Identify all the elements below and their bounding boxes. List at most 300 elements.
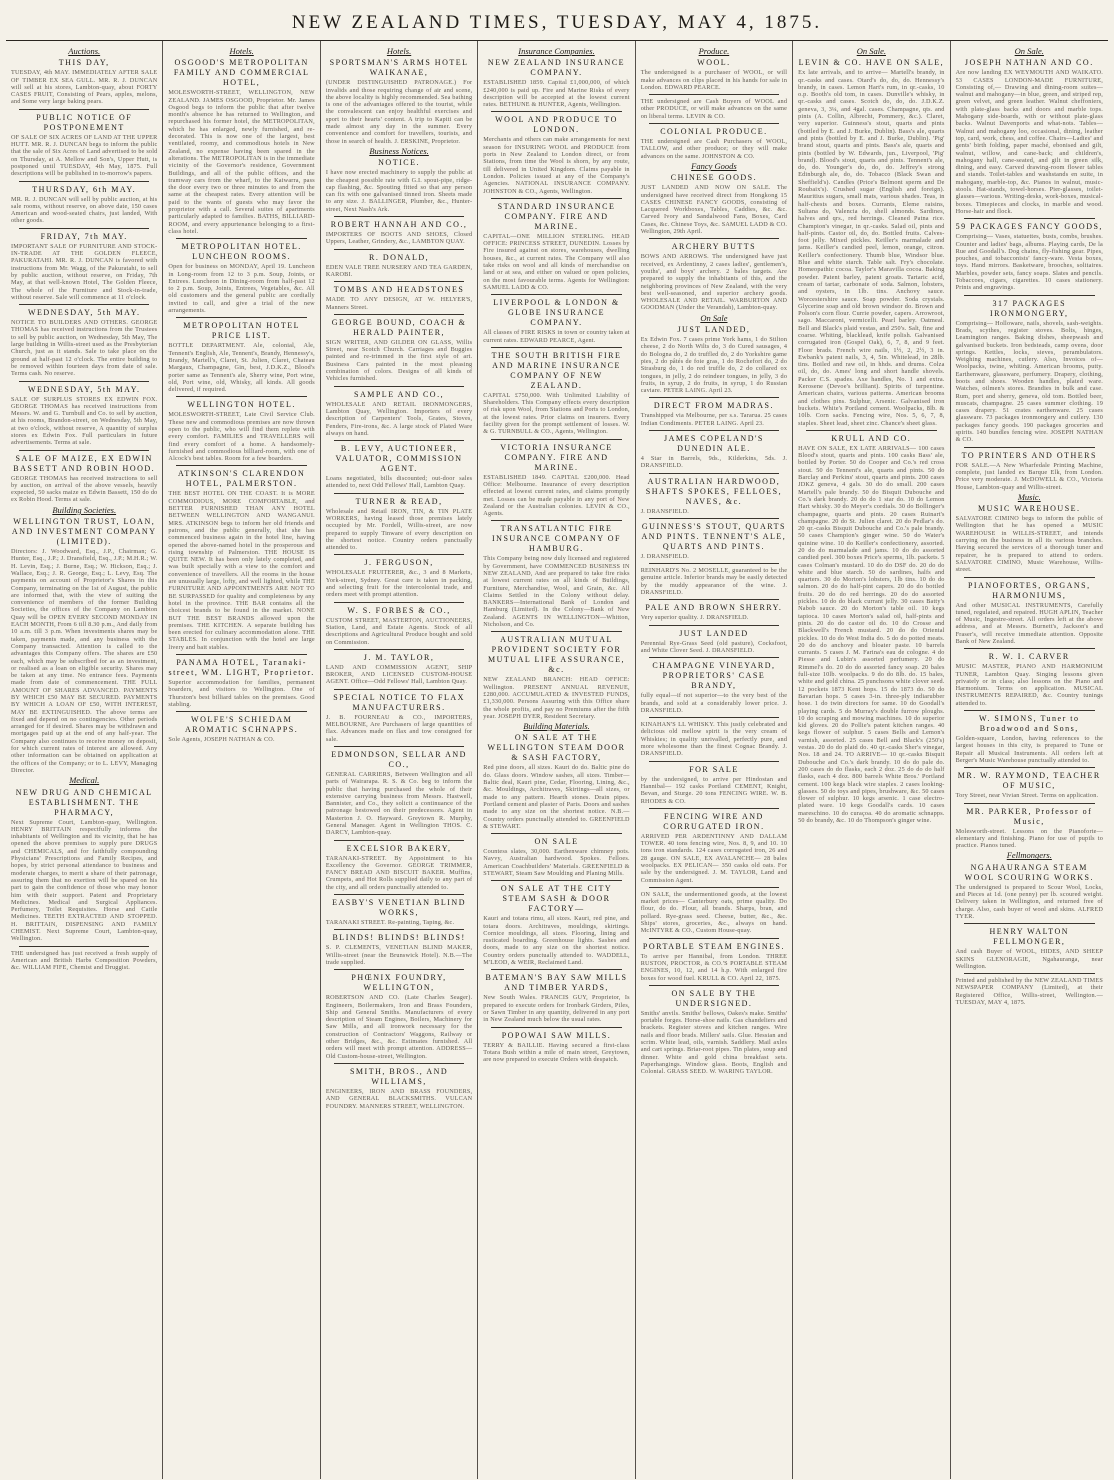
advertisement: [483, 837, 629, 877]
ad-body: BOTTLE DEPARTMENT. Ale, colonial, Ale, Tennent's English, Ale, Tennent's, Brandy, Hennessy's, Brandy, Martell's, Claret, St. Julien, Claret, Chateau Margaux, Champagne, Gin, best, J.D.K.Z., Blood's porter same as Tennent's ale, Sherry wine, Port wine, old, Port wine, old, Whisky, all kinds. All goods delivered, if required.: [168, 342, 315, 394]
ad-body: TARANAKI STREET. Re-painting, Taping, &c.: [325, 919, 455, 927]
advertisement: [956, 863, 1103, 920]
ad-body: This Company being now duly licensed and registered by Government, have COMMENCED BUSINESS IN NEW ZEALAND, And are prepared to take fire risks at lowest current rates on all kinds of Buildings, Furniture, Merchandise, Wool, and Grain, &c. All Claims Settled in the Colony without delay. BANKERS—International Bank of London and Hamburg (Limited). In the Colony—Bank of New Zealand. AGENTS IN WELLINGTON—Whitton, Nicholson, and Co.: [483, 555, 630, 629]
section-heading: Fancy Goods: [691, 160, 737, 171]
ad-headline: WOLFE'S SCHIEDAM AROMATIC SCHNAPPS.: [185, 715, 299, 735]
advertisement: [326, 158, 472, 213]
ad-divider: [334, 1063, 464, 1064]
ad-body: J. B. FOURNEAU & CO., IMPORTERS, MELBOURNE, Are Purchasers of large quantities of flax. Advances made on flax and tow consigned for sale.: [325, 713, 473, 743]
ad-divider: [19, 181, 149, 182]
ad-headline: PHŒNIX FOUNDRY, WELLINGTON,: [351, 973, 447, 993]
ad-headline: NEW DRUG AND CHEMICAL ESTABLISHMENT. THE PHARMACY,: [15, 787, 153, 817]
ad-body: BOWS AND ARROWS. The undersigned have just received, ex Ardentinny, 2 cases ladies', gentlemen's, youths', and boys' archery. 2 bales targets. Are prepared to supply the inhabitants of this, and the neighboring provinces of New Zealand, with the very best well-seasoned, and superior archery goods. WHOLESALE AND RETAIL. WARBURTON AND GOODMAN (Under the Verandah), Lambton-quay.: [640, 253, 788, 312]
advertisement: [641, 401, 787, 427]
advertisement: [326, 973, 472, 1060]
ad-divider: [491, 198, 621, 199]
advertisement: [483, 973, 629, 1023]
advertisement: [956, 652, 1103, 707]
section-heading: On Sale: [700, 312, 728, 323]
ad-headline: B. LEVY, AUCTIONEER, VALUATOR, COMMISSION AGENT.: [335, 444, 463, 474]
advertisement: [483, 298, 629, 344]
ad-headline: COLONIAL PRODUCE.: [660, 127, 768, 137]
ad-body: I have now erected machinery to supply the public at the cheapest possible rate with G.I. spout-pipe, ridge-cap flashing, &c. Spouting fitted so that any person can fix with one galvanised tinned iron. Sheets made to any size. J. BALLINGER, Plumber, &c., Hunter-street, Next Nash's Ark.: [325, 169, 473, 213]
advertisement: [11, 185, 157, 225]
ad-headline: PUBLIC NOTICE OF POSTPONEMENT: [36, 112, 133, 132]
ad-body: The undersigned is prepared to Scour Wool, Locks, and Pieces at 1d. (one penny) per lb. scoured weight. Delivery taken in Wellington, and returned free of charge. Also, cash buyer of wool and skins. ALFRED TYER.: [955, 883, 1103, 920]
ad-body: (UNDER DISTINGUISHED PATRONAGE.) For invalids and those requiring change of air and scene, the above locality is highly recommended. Sea bathing is one of the advantages offered to the tourist, while the convalescent can enjoy healthful exercises and sport to their hearts' content. A trip to Kapiti can be made almost any day in the summer. Every convenience and comfort for travellers, tourists, and those in search of health. J. ERSKINE, Proprietor.: [325, 79, 473, 145]
ad-divider: [176, 238, 306, 239]
column-5: [636, 41, 793, 1479]
ad-headline: OSGOOD'S METROPOLITAN FAMILY AND COMMERCIAL HOTEL,: [173, 58, 310, 88]
ad-divider: [19, 109, 149, 110]
ad-divider: [649, 887, 779, 888]
ad-divider: [649, 985, 779, 986]
advertisement: [641, 127, 787, 160]
ad-divider: [964, 577, 1095, 578]
ad-divider: [491, 631, 621, 632]
section-heading: Building Materials.: [523, 721, 590, 732]
ad-headline: JOSEPH NATHAN AND CO.: [964, 58, 1094, 68]
ad-body: All classes of FIRE RISKS in town or country taken at current rates. EDWARD PEARCE, Agent.: [483, 329, 630, 344]
ad-body: NEW ZEALAND BRANCH: HEAD OFFICE: Wellington. PRESENT ANNUAL REVENUE, £280,000. ACCUMULATED & INVESTED FUNDS, £1,330,000. Persons Assuring with this Office share the whole profits, and pay no Premiums after the fifth year. JOSEPH DYER, Resident Secretary.: [483, 676, 630, 720]
section-heading: Insurance Companies.: [518, 46, 595, 56]
section-heading: Business Notices.: [369, 145, 429, 156]
ad-headline: WELLINGTON HOTEL.: [187, 400, 296, 410]
masthead: [6, 0, 1108, 41]
ad-headline: AUSTRALIAN MUTUAL PROVIDENT SOCIETY FOR MUTUAL LIFE ASSURANCE, &c.: [488, 635, 625, 675]
advertisement: [798, 58, 944, 427]
ad-body: ESTABLISHED 1849. CAPITAL £200,000. Head Office: Melbourne. Insurance of every description effected at lowest current rates, and claims promptly met. Losses can be made payable in any port of New Zealand or the Australian colonies. LEVIN & CO., Agents.: [483, 473, 630, 518]
advertisement: [483, 884, 629, 966]
advertisement: [326, 253, 472, 279]
column-7: [951, 41, 1108, 1479]
advertisement: [326, 318, 472, 383]
ad-headline: LIVERPOOL & LONDON & GLOBE INSURANCE COMPANY.: [493, 298, 620, 328]
ad-divider: [491, 880, 621, 881]
advertisement: [483, 524, 629, 628]
advertisement: [326, 558, 472, 598]
advertisement: [641, 434, 787, 470]
advertisement: [483, 1031, 629, 1064]
advertisement: [11, 113, 157, 178]
ad-headline: W. SIMONS, Tuner to Broadwood and Sons,: [979, 714, 1080, 734]
advertisement: [483, 58, 629, 108]
ad-body: fully equal—if not superior—to the very best of the brands, and sold at a considerably lower price. J. DRANSFIELD.: [640, 692, 788, 714]
ad-divider: [964, 803, 1095, 804]
section-heading: Fellmongers.: [1006, 850, 1052, 861]
advertisement: [168, 242, 314, 314]
advertisement: [956, 581, 1103, 646]
ad-headline: NOTICE.: [378, 158, 420, 168]
ad-body: JUST LANDED AND NOW ON SALE. The undersigned have received direct from Hongkong 15 CASES CHINESE FANCY GOODS, consisting of Lacquered Workboxes, Tables, Caddies, &c. &c. Carved Ivory and Sandalwood Fans, Boxes, Card Cases, &c. Chinese Toys, &c. SAMUEL LADD & CO. Wellington, 29th April.: [640, 184, 788, 236]
ad-headline: PORTABLE STEAM ENGINES.: [642, 941, 785, 951]
ad-body: SALE OF SURPLUS STORES EX EDWIN FOX. GEORGE THOMAS has received instructions from Messrs. W. and G. Turnbull and Co. to sell by auction, at his rooms, Brandon-street, on Wednesday, 5th May, at two o'clock, without reserve, A quantity of surplus stores ex Edwin Fox. Full particulars in future advertisements. Terms at sale.: [11, 395, 158, 447]
ad-divider: [649, 238, 779, 239]
ad-headline: STANDARD INSURANCE COMPANY. FIRE AND MARINE.: [497, 201, 616, 231]
ad-divider: [649, 473, 779, 474]
section-heading: Medical.: [69, 775, 100, 786]
ad-body: Loans negotiated, bills discounted; out-door sales attended to, next Odd Fellows' Hall, Lambton Quay.: [325, 475, 473, 490]
ad-body: CAPITAL—ONE MILLION STERLING. HEAD OFFICE: PRINCESS STREET, DUNEDIN. Losses by Fire insured against on stores, warehouses, dwelling houses, &c., at current rates. The Company will also take risks on wool and all kinds of merchandise on land or at sea, and either on valued or open policies, on the most favourable terms. Agents for Wellington: SAMUEL LADD & CO.: [483, 232, 630, 291]
ad-body: Sole Agents, JOSEPH NATHAN & CO.: [168, 736, 275, 744]
advertisement: [641, 661, 787, 714]
advertisement: [641, 58, 787, 91]
ad-headline: ARCHERY BUTTS: [671, 242, 757, 252]
ad-headline: WEDNESDAY, 5th MAY.: [27, 384, 141, 394]
ad-body: CUSTOM STREET, MASTERTON, AUCTIONEERS, Station, Land, and Estate Agents. Stock of all descriptions and Agricultural Produce bought and sold on Commission.: [325, 616, 473, 646]
ad-divider: [334, 840, 464, 841]
advertisement: [956, 222, 1103, 291]
ad-divider: [19, 381, 149, 382]
ad-divider: [964, 923, 1095, 924]
ad-divider: [19, 304, 149, 305]
ad-body: MOLESWORTH-STREET, Late Civil Service Club. These new and commodious premises are now thrown open to the public, who will find them replete with every comfort. FAMILIES and TRAVELLERS will find every comfort of a home. A handsomely-furnished and commodious billiard-room, with one of Alcock's best tables. Room for a few boarders.: [168, 411, 315, 463]
advertisement: [483, 635, 629, 720]
advertisement: [798, 434, 944, 824]
advertisement: [326, 844, 472, 891]
advertisement: [641, 891, 787, 935]
ad-body: Wholesale and Retail IRON, TIN, & TIN PLATE WORKERS, having leased those premises lately occupied by Mr. Fordell, Willis-street, are now prepared to supply Tinware of every description on the shortest notice. Country orders punctually attended to.: [325, 507, 473, 552]
ad-body: ENGINEERS, IRON AND BRASS FOUNDERS, AND GENERAL BLACKSMITHS. VULCAN FOUNDRY. MANNERS STREET, WELLINGTON.: [325, 1087, 473, 1110]
advertisement: [956, 807, 1103, 850]
ad-body: S. P. CLEMENTS, VENETIAN BLIND MAKER, Willis-street (near the Brunswick Hotel). N.B.—The trade supplied.: [325, 944, 473, 966]
ad-body: Ex late arrivals, and to arrive— Martell's brandy, in qr.-casks and cases. Otard's do, do, do. Hennessy's brandy, in cases. Lemon Hart's rum, in qr.-casks, 10 o.p. Booth's old tom, in cases. Dunville's whisky, in qr.-casks and cases. Scotch do, do, do. J.D.K.Z. geneva, 3, 3¼, and 4gal. cases. Champagne, qts. and pints (A. Collin, Albrecht, Pommery, &c.). Claret, very superior. Guinness's stout, quarts and pints (bottled by E. and J. Burke, Dublin). Bass's ale, quarts and pints (bottled by E. and J. Burke, Dublin). 'Pig' brand stout, quarts and pints. Bass's ale, quarts and pints (bottled by W. Edwards, jun., Liverpool, 'Pig' brand). Blood's stout, quarts and pints. Tennent's ale, do, do. Younger's do, do, do. Jeffrey's strong Edinburgh ale, do, do. Tobacco (Black Swan and Sheffield's). Candles (Price's Belmont sperm and De Roubaix's). Crushed sugar (English and foreign). Mauritius sugars, small mats, various shades. Teas, in half-chests and boxes. Currants, Eleme raisins, Sultana do, Valencia do, shell almonds. Sardines, halves and qrs., red herrings. Cleaned Patna rice. Champion's vinegar, in qr.-casks. Salad oil, pints and half-pints. Castor oil, do, do. Bottled fruits. Calves-foot jelly. Mixed pickles. Keiller's marmalade and jams. Keiller's candied peel, lemon, orange, citron. Keiller's confectionery. Thumb blue, Windsor blue. Blue and white starch. Table salt. Fry's chocolate. Homeopathic cocoa. Taylor's Maravilla cocoa. Baking powder. Patent barley, patent groats. Tartaric acid, cream of tartar, carbonate of soda. Salmon, lobsters, and oysters, in 1lb. tins. Anchovy sauce. Worcestershire sauce. Soap powder. Soda crystals. Glycerine soap and old brown windsor do. Brown and Polson's corn flour. Currie powder, capers. Arrowroot, sago. Maccaroni, vermicelli. Pearl barley. Oatmeal. Bell and Black's plaid vestas, and 250's. Salt, fine and coarse. Whiting, blacklead, knife polish. Galvanised corrugated iron (Gospel Oak), 6, 7, 8, and 9 feet. Floor brads. French wire nails, 1½, 2, 2½, 3 in. Ewbank's patent nails, 3, 4, 5in. Whitelead, in 28lb. tins. Boiled and raw oil, in hhds. and drums. Colza oil, do, do. Ames' long and short handle shovels. Packer C.S. spades. Axe handles, No. 1 and extra. Kerosene (Devoe's brilliant). Spirits of turpentine. American chairs, various patterns. American brooms and clothes pins. Sulphur, Arsenic. Galvanised iron buckets. White's Portland cement. Woolpacks, 8lb. & 10lb. Corn sacks. Fencing wire, Nos. 5, 6, 7, 8, staples. Sheet lead, sheet zinc. Chance's sheet glass.: [798, 69, 945, 427]
ad-divider: [649, 563, 779, 564]
section-heading: Hotels.: [386, 46, 412, 56]
ad-headline: MR. W. RAYMOND, TEACHER OF MUSIC,: [957, 771, 1101, 791]
ad-divider: [334, 216, 464, 217]
section-heading: Building Societies.: [52, 504, 117, 515]
columns: [6, 41, 1108, 1479]
advertisement: [11, 385, 157, 447]
ad-divider: [334, 281, 464, 282]
ad-body: TERRY & BAILLIE. Having secured a first-class Totara Bush within a mile of main street, Greytown, are now prepared to execute Orders with despatch.: [483, 1041, 630, 1064]
ad-body: ESTABLISHED 1859. Capital £1,000,000, of which £240,000 is paid up. Fire and Marine Risks of every description will be accepted at the lowest current rates. BETHUNE & HUNTER, Agents, Wellington.: [483, 79, 630, 109]
advertisement: [641, 629, 787, 655]
advertisement: [11, 232, 157, 301]
advertisement: [641, 242, 787, 311]
ad-headline: WOOL AND PRODUCE TO LONDON.: [495, 115, 618, 135]
ad-headline: JUST LANDED: [679, 628, 749, 638]
advertisement: [641, 765, 787, 805]
ad-body: THE BEST HOTEL ON THE COAST. It is MORE COMMODIOUS, MORE COMFORTABLE, and BETTER FURNISHED THAN ANY HOTEL BETWEEN WELLINGTON AND WANGANUI. MRS. ATKINSON begs to inform her old friends and patrons, and the public generally, that she has commenced business again in the hotel line, having opened the above-named hotel in the prosperous and rising township of Palmerston. THE HOUSE IS QUITE NEW. It has been only lately completed, and was built specially with a view to the comfort and convenience of travellers. All the rooms in the house are unusually large, lofty, and well lighted, while THE FURNITURE AND APPOINTMENTS ARE NOT TO BE SURPASSED for quality and completeness by any hotel in the province. THE BAR contains all the choicest brands to be found in the market. NONE BUT THE BEST BRANDS allowed upon the premises. THE KITCHEN. A separate building has been erected for culinary accommodation alone. THE STABLES. In conjunction with the hotel are large livery and bait stables.: [168, 490, 315, 651]
ad-headline: ON SALE AT THE WELLINGTON STEAM DOOR & SASH FACTORY,: [487, 733, 626, 763]
advertisement: [326, 606, 472, 646]
ad-headline: 59 PACKAGES FANCY GOODS,: [955, 222, 1103, 232]
ad-headline: METROPOLITAN HOTEL. LUNCHEON ROOMS.: [181, 242, 302, 262]
ad-headline: ON SALE: [534, 837, 579, 847]
advertisement: [11, 58, 157, 105]
ad-divider: [491, 1027, 621, 1028]
ad-divider: [334, 554, 464, 555]
ad-divider: [176, 317, 306, 318]
advertisement: [956, 58, 1103, 215]
ad-divider: [334, 894, 464, 895]
ad-body: Ex Edwin Fox. 7 cases prime York hams, 1 do Stilton cheese, 2 do North Wilts do, 3 do Cured sausages, 4 do Bologna do, 2 do truffled do, 2 do Yorkshire game pies, 2 do pâtés de foie gras, 1 do Rochefort do, 2 do Strasburg do, 1 do red truffle do, 2 do collared ox tongues, in jelly, 2 do reindeer tongues, in jelly, 3 do fruits, in syrup, 2 do fruits, in syrup, 1 do Russian caviare. PETER LAING. April 23.: [640, 336, 788, 395]
ad-headline: ROBERT HANNAH AND CO.,: [330, 220, 468, 230]
advertisement: [641, 477, 787, 515]
ad-headline: GEORGE BOUND, COACH & HERALD PAINTER,: [331, 317, 467, 337]
ad-body: ARRIVED PER ARDENTINNY AND DALLAM TOWER. 40 tons fencing wire, Nos. 8, 9, and 10. 10 tons iron standards. 124 cases corrugated iron, 26 and 28 gauge. ON SALE, EX AVALANCHE— 28 bales woolpacks. EX PELICAN— 350 casks old oats. For sale by the undersigned. J. M. TAYLOR, Land and Commission Agent.: [640, 832, 788, 884]
advertisement: [956, 299, 1103, 444]
ad-headline: TURNER & READ,: [355, 496, 443, 506]
ad-headline: HENRY WALTON FELLMONGER,: [989, 927, 1070, 947]
ad-body: Kauri and totara rimu, all sizes. Kauri, red pine, and totara doors. Architraves, mouldings, skirtings. Cornice mouldings, all sizes. Flooring, lining and rusticated boarding. Greenhouse lights. Sashes and doors, made to any size on the shortest notice. Country orders punctually attended to. WADDELL, M'LEOD, & WEIR, Reclaimed Land.: [483, 915, 630, 967]
column-2: [163, 41, 320, 1479]
ad-headline: EXCELSIOR BAKERY,: [346, 843, 452, 853]
ad-headline: JAMES COPELAND'S DUNEDIN ALE.: [663, 433, 764, 453]
ad-body: 4 Star in Barrels, 9ds., Kilderkins, 5ds. J. DRANSFIELD.: [640, 454, 788, 470]
ad-headline: R. W. I. CARVER: [988, 652, 1070, 662]
ad-body: KINAHAN'S LL WHISKY. This justly celebrated and delicious old mellow spirit is the very cream of Whiskies; in quality unrivalled, perfectly pure, and more wholesome than the finest Cognac Brandy. J. DRANSFIELD.: [640, 721, 788, 758]
advertisement: [11, 788, 157, 943]
ad-divider: [491, 520, 621, 521]
ad-headline: EASBY'S VENETIAN BLIND WORKS,: [332, 898, 466, 918]
ad-body: Printed and published by the NEW ZEALAND TIMES NEWSPAPER COMPANY (Limited), at their Registered Office, Willis-street, Wellington.—TUESDAY, MAY 4, 1875.: [955, 977, 1103, 1007]
ad-headline: W. S. FORBES & CO.,: [347, 605, 451, 615]
ad-headline: TO PRINTERS AND OTHERS: [961, 450, 1097, 460]
ad-divider: [649, 123, 779, 124]
advertisement: [956, 927, 1103, 970]
ad-body: TUESDAY, 4th MAY. IMMEDIATELY AFTER SALE OF TIMBER EX SEA GULL. MR. R. J. DUNCAN will sell at his stores, Lambton-quay, about FORTY CASES FRUIT, Consisting of Pears, apples, melons, and Some very large baking pears.: [11, 69, 158, 106]
advertisement: [11, 517, 157, 774]
advertisement: [326, 1067, 472, 1110]
advertisement: [168, 469, 314, 651]
ad-body: Directors: J. Woodward, Esq., J.P., Chairman; G. Hunter, Esq., J.P.; J. Dransfield, Esq., J.P.; M.H.R.; W. H. Levin, Esq.; J. Burne, Esq.; W. Hickson, Esq.; J. Wallace, Esq.; J. R. George, Esq.; L. Levy, Esq. The payments on account of Proprietor's Shares in this Company, terminating on the 1st of August, the public are informed that, with the view of suiting the convenience of members of the former Building Societies, the offices of the Company on Lambton Quay will be OPEN EVERY SECOND MONDAY IN EACH MONTH, From 6 till 8.30 p.m., And daily from 10 a.m. till 3 p.m. When investments shares may be taken, payments made, and any business with the Company transacted. Attention is called to the advantages this Company offers. The shares are £50 each, which may be subscribed for as an investment, or realised as a loan on eligible security. Shares may be taken at any time. No entrance fees. Payments made from date of commencement. THE FULL AMOUNT OF SHARES ADVANCED. PAYMENTS BY WHICH £50 MAY BE SECURED. PAYMENTS BY WHICH A LOAN OF £50, WITH INTEREST, MAY BE EXTINGUISHED. The above terms are fixed and depend on no contingencies. Other periods arranged for if desired. Shares may be withdrawn and mortgages paid up at the end of any half-year. The Company also continues to receive money on deposit, for which current rates of interest are allowed. Any other information can be obtained on application at the offices of the Company; or to L. LEVY, Managing Director.: [11, 548, 158, 774]
ad-body: MADE TO ANY DESIGN, AT W. HELYER'S, Manners Street.: [325, 296, 473, 311]
ad-body: LAND AND COMMISSION AGENT, SHIP BROKER, AND LICENSED CUSTOM-HOUSE AGENT. Office—Odd Fellows' Hall, Lambton Quay.: [325, 663, 473, 686]
ad-headline: SALE OF MAIZE, EX EDWIN BASSETT AND ROBIN HOOD.: [13, 453, 156, 473]
ad-divider: [491, 111, 621, 112]
column-6: [793, 41, 950, 1479]
ad-headline: J. M. TAYLOR,: [363, 652, 435, 662]
advertisement: [956, 504, 1103, 573]
ad-headline: DIRECT FROM MADRAS.: [653, 401, 774, 411]
ad-headline: WELLINGTON TRUST, LOAN, AND INVESTMENT COMPANY (LIMITED).: [11, 517, 157, 547]
ad-divider: [649, 625, 779, 626]
ad-divider: [649, 761, 779, 762]
ad-body: New South Wales. FRANCIS GUY, Proprietor, Is prepared to execute orders for Ironbark Girders, Piles, or Sawn Timber in any quantity, delivered in any port in New Zealand much below the usual rates.: [483, 994, 630, 1024]
ad-divider: [649, 808, 779, 809]
advertisement: [641, 98, 787, 120]
ad-divider: [491, 347, 621, 348]
ad-headline: EDMONDSON, SELLAR AND CO.,: [331, 749, 467, 769]
advertisement: [168, 321, 314, 393]
ad-divider: [964, 767, 1095, 768]
section-heading: Music.: [1017, 491, 1041, 502]
ad-body: Very superior quality. J. DRANSFIELD.: [640, 614, 749, 622]
ad-headline: VICTORIA INSURANCE COMPANY. FIRE AND MARINE.: [500, 442, 613, 472]
ad-divider: [334, 440, 464, 441]
ad-body: Transhipped via Melbourne, per s.s. Tararua. 25 cases Indian Condiments. PETER LAING. April 23.: [640, 412, 788, 427]
ad-body: MR. R. J. DUNCAN will sell by public auction, at his sale rooms, without reserve, on above date, 150 cases American and wood-seated chairs, just landed, With other goods.: [11, 195, 158, 225]
ad-divider: [964, 218, 1095, 219]
ad-divider: [334, 969, 464, 970]
ad-divider: [334, 602, 464, 603]
ad-body: REINHARD'S No. 2 MOSELLE, guaranteed to be the genuine article. Inferior brands may be easily detected by the muddy appearance of the wine. J. DRANSFIELD.: [640, 567, 788, 597]
ad-divider: [19, 946, 149, 947]
advertisement: [641, 942, 787, 982]
ad-headline: FENCING WIRE AND CORRUGATED IRON.: [663, 811, 765, 831]
ad-body: OF SALE OF SIX ACRES OF LAND AT THE UPPER HUTT. MR. R. J. DUNCAN begs to inform the public that the sale of Six Acres of Land advertised to be sold on Thursday, at A. Mellow and Son's, Upper Hutt, is postponed until TUESDAY, 4th May, 1875. Full descriptions will be published in to-morrow's papers.: [11, 133, 158, 178]
ad-headline: SMITH, BROS., AND WILLIAMS,: [349, 1066, 449, 1086]
ad-headline: THURSDAY, 6th MAY.: [32, 184, 137, 194]
advertisement: [641, 603, 787, 621]
ad-headline: THIS DAY,: [58, 58, 110, 68]
ad-divider: [491, 294, 621, 295]
ad-body: Red pine doors, all sizes. Kauri do do. Baltic pine do do. Glass doors. Window sashes, all sizes. Timber—Baltic deal, Kauri pine, Cedar, Flooring, Lining, &c., &c. Mouldings, Architraves, Skirtings—all sizes, or made to any pattern. Hearth stones. Drain pipes. Portland cement and plaster of Paris. Doors and sashes made to any size on the shortest notice. N.B.—Country orders punctually attended to. GREENFIELD & STEWART.: [483, 764, 630, 830]
ad-headline: LEVIN & CO. HAVE ON SALE,: [798, 58, 945, 68]
advertisement: [326, 898, 472, 926]
ad-body: EDEN VALE TREE NURSERY AND TEA GARDEN, KAROBI.: [325, 263, 473, 278]
ad-divider: [649, 397, 779, 398]
ad-headline: PIANOFORTES, ORGANS, HARMONIUMS,: [967, 580, 1091, 600]
ad-headline: CHAMPAGNE VINEYARD, PROPRIETORS' CASE BRANDY,: [652, 661, 776, 691]
advertisement: [326, 497, 472, 552]
section-heading: Auctions.: [68, 46, 101, 56]
section-heading: Hotels.: [229, 46, 254, 56]
advertisement: [168, 400, 314, 462]
advertisement: [168, 715, 314, 743]
ad-headline: PANAMA HOTEL, Taranaki-street, WM. LIGHT, Proprietor.: [168, 658, 315, 677]
ad-body: To arrive per Hannibal, from London. THREE RUSTON, PROCTOR, & CO.'S PORTABLE STEAM ENGINES, 10, 12, and 14 h.p. With enlarged fire boxes for wood fuel. KRULL & CO. April 22, 1875.: [640, 952, 788, 982]
advertisement: [326, 444, 472, 490]
ad-divider: [19, 450, 149, 451]
ad-divider: [964, 973, 1095, 974]
ad-body: Molesworth-street. Lessons on the Pianoforte—elementary and finishing. Piano for use of pupils to practice. Pianos tuned.: [955, 827, 1103, 850]
ad-body: THE undersigned are Cash Buyers of WOOL and other PRODUCE, or will make advances on the same on liberal terms. LEVIN & CO.: [640, 98, 788, 120]
ad-body: Merchants and others can make arrangements for next season for INSURING WOOL and PRODUCE from ports in New Zealand to London direct, or from Stations, from time the Wool is shorn, by any route, till delivered in United Kingdom. Claims payable in London. Policies issued at any of the Company's Agencies. NATIONAL INSURANCE COMPANY. JOHNSTON & CO., Agents, Wellington.: [483, 136, 630, 195]
ad-divider: [649, 430, 779, 431]
ad-body: Open for business on MONDAY, April 19. Luncheon in Long-room from 12 to 3 p.m. Soup, Joints, or Entrees. Luncheon in Dining-room from half-past 12 to 2 p.m. Soup, Joints, Entrees, Vegetables, &c. All old customers and the general public are cordially invited to call, and give a trial of the new arrangements.: [168, 263, 315, 315]
ad-body: GENERAL CARRIERS, Between Wellington and all parts of Wairarapa. R. S. & Co. beg to inform the public that having purchased the whole of their extensive carrying business from Messrs. Hastwell, Bannister, and Co., they solicit a continuance of the patronage bestowed on their predecessors. Agent in Masterton J. O. Hayward. Greytown R. Murphy, General Manager. Agent in Wellington THOS. C. DARCY, Lambton-quay.: [325, 770, 473, 837]
advertisement: [641, 989, 787, 1076]
ad-headline: POPOWAI SAW MILLS.: [501, 1030, 612, 1040]
section-heading: On Sale.: [856, 46, 886, 56]
advertisement: [641, 173, 787, 235]
masthead-title: NEW ZEALAND TIMES, TUESDAY, MAY 4, 1875.: [291, 12, 823, 33]
ad-body: FOR SALE.—A New Wharfedale Printing Machine, complete, just landed ex Barque Elk, from London. Price very moderate. J. McDOWELL & CO., Victoria House, Lambton-quay and Willis-street.: [955, 461, 1103, 491]
ad-body: Countess slates, 30,000. Earthenware chimney pots. Navvy, Australian hardwood. Spokes. Felloes. American Coachbuilders' Materials. GREENFIELD & STEWART, Steam Saw Moulding and Planing Mills.: [483, 848, 630, 877]
ad-divider: [334, 249, 464, 250]
ad-headline: 317 PACKAGES IRONMONGERY,: [990, 298, 1069, 318]
ad-headline: FOR SALE: [689, 764, 739, 774]
column-4: [478, 41, 635, 1479]
advertisement: [483, 115, 629, 194]
advertisement: [11, 308, 157, 377]
ad-body: Superior accommodation for families, permanent boarders, and visitors to Wellington. One of Thurston's best billiard tables on the premises. Good stabling.: [168, 679, 315, 708]
advertisement: [483, 351, 629, 436]
ad-divider: [964, 710, 1095, 711]
ad-body: Next Supreme Court, Lambton-quay, Wellington. HENRY BRITTAIN respectfully informs the inhabitants of Wellington and its vicinity, that he has opened the above premises to supply pure DRUGS and CHEMICALS, and for faithfully compounding Physicians' Prescriptions and Family Recipes, and hopes, by strict personal attendance to business and moderate charges, to merit a share of their patronage, assuring them that no exertion will be spared on his part to gain the confidence of those who may honor him with their support. Patent and Proprietary Medicines. Medical and Surgical Appliances. Perfumery, Toilet Requisites. Horse and Cattle Medicines. TEETH EXTRACTED AND STOPPED. H. BRITTAIN, DISPENSING AND FAMILY CHEMIST. Next Supreme Court, Lambton-quay, Wellington.: [11, 818, 158, 943]
ad-body: NOTICE TO BUILDERS AND OTHERS. GEORGE THOMAS has received instructions from the Trustees to sell by public auction, on Wednesday, 5th May, The large building in Willis-street used as the Presbyterian Church, just as it stands. Sale to take place on the ground at half-past 12 o'clock. The entire building to be removed within fourteen days from date of sale. Terms cash. No reserve.: [11, 319, 158, 378]
ad-divider: [491, 439, 621, 440]
advertisement: [483, 202, 629, 291]
ad-body: Are now landing EX WEYMOUTH AND WAIKATO. 53 CASES LONDON-MADE FURNITURE, Consisting of,— Drawing and dining-room suites—walnut and mahogany—in blue, green, and striped rep, green velvet, and green leather. Walnut cheffoniers, with plate-glass backs and doors and marble tops. Mahogany side-boards, with or without plate-glass backs. Walnut Davenports and what-nots. Tables—Walnut and mahogany loo, occasional, dining, leather top, card, work, chess, and coffee. Chairs—Ladies' and gents' birth folding, paper maché, ebonised and gilt, walnut, willow, and cane-back; and children's, mahogany hall, cane-seated, and gilt in green silk, dining, and easy. Carved drawing-room flower tables and stands. Toilet-tables and washstands en suite, in mahogany, marble-top, &c. Pianos in walnut, music-stools. Hat-stands, towel-horses. Pier-glasses, toilet-glasses—various. Writing-desks, work-boxes, musical-boxes. Timepieces and clocks, in marble and wood. Horse-hair and flock.: [955, 69, 1103, 215]
advertisement: [483, 733, 629, 830]
ad-headline: J. FERGUSON,: [364, 558, 434, 568]
advertisement: [326, 220, 472, 246]
ad-headline: NGAHAURANGA STEAM WOOL SCOURING WORKS.: [964, 862, 1094, 882]
ad-body: J. DRANSFIELD.: [640, 552, 690, 560]
advertisement: [641, 812, 787, 884]
ad-divider: [964, 295, 1095, 296]
ad-body: MUSIC MASTER, PIANO AND HARMONIUM TUNER, Lambton Quay. Singing lessons given privately or in class; also lessons on the Piano and Harmonium. Terms on application. MUSICAL INSTRUMENTS REPAIRED, &c. Country tunings attended to.: [955, 663, 1103, 707]
ad-body: SALVATORE CIMINO begs to inform the public of Wellington that he has opened a MUSIC WAREHOUSE in WILLIS-STREET, and intends carrying on the business in all its various branches. Having secured the services of a thorough tuner and repairer, he is prepared to attend to orders. SALVATORE CIMINO, Music Warehouse, Willis-street.: [955, 515, 1103, 574]
ad-body: TARANAKI-STREET. By Appointment to his Excellency the Governor. GEORGE TRIMMER, FANCY BREAD AND BISCUIT BAKER. Muffins, Crumpets, and Hot Rolls supplied daily to any part of the city, and all orders punctually attended to.: [325, 854, 473, 891]
ad-body: IMPORTANT SALE OF FURNITURE AND STOCK-IN-TRADE AT THE GOLDEN FLEECE, PAKURATAHI. MR. R. J. DUNCAN is favored with instructions from Mr. Wagg, of the Pakuratahi, to sell by public auction, without reserve, on Friday, 7th May, at that well-known Hotel, The Golden Fleece, The whole of the Furniture and Stock-in-trade, without reserve. Sale will commence at 11 o'clock.: [11, 242, 158, 301]
ad-divider: [334, 493, 464, 494]
advertisement: [326, 285, 472, 311]
advertisement: [168, 58, 314, 235]
advertisement: [956, 977, 1103, 1006]
ad-body: Comprising— Holloware, nails, shovels, sash-weights. Brads, scythes, register stoves. Bolts, hinges, Leamington ranges. Baking dishes, sheepwash and galvanised buckets. Iron bedsteads, camp ovens, door springs. Kettles, locks, sieves, perambulators. Weighing machines, cutlery. Also, Invoices of— Woolpacks, twine, whiting. American brooms, putty. Earthenware, glassware, perfumery. Drapery, clothing, boots and shoes. Wooden handles, plated ware. Watches, oilmen's stores. Brandies in bulk and case. Rum, port and sherry, geneva, old tom. Bottled beer, muscats, champagne. 25 cases summer clothing. 19 cases drapery. 51 crates earthenware. 25 cases glassware. 73 packages ironmongery and cutlery. 130 packages fancy goods. 190 packages groceries and spirits. 140 bundles fencing wire. JOSEPH NATHAN & CO.: [955, 319, 1103, 444]
ad-body: And other MUSICAL INSTRUMENTS, Carefully tuned, regulated, and repaired. HUGH APLIN, Teacher of Music, Ingestre-street. All orders left at the above address, and at Messrs. Burnett's, Jackson's and Fraser's, will receive immediate attention. Opposite Bank of New Zealand.: [955, 601, 1103, 645]
ad-body: Tory Street, near Vivian Street. Terms on application.: [955, 792, 1099, 800]
advertisement: [168, 658, 314, 708]
ad-headline: ON SALE AT THE CITY STEAM SASH & DOOR FACTORY—: [500, 884, 613, 914]
section-heading: Produce.: [698, 46, 730, 56]
ad-body: WHOLESALE FRUITERER, &c., 3 and 8 Markets, York-street, Sydney. Great care is taken in packing, and selecting fruit for the intercolonial trade, and orders meet with prompt attention.: [325, 569, 473, 599]
ad-headline: R. DONALD,: [369, 252, 430, 262]
ad-body: CAPITAL £750,000. With Unlimited Liability of Shareholders. This Company effects every description of risk upon Wool, from Stations and Ports to London, at the lowest rates. Prior claims on insurers. Every facility given for the prompt settlement of losses. W. & G. TURNBULL & CO., Agents, Wellington.: [483, 391, 630, 436]
ad-body: by the undersigned, to arrive per Hindostan and Hannibal— 192 casks Portland CEMENT, Knight, Bevan, and Sturge. 20 tons FENCING WIRE. W. B. RHODES & CO.: [640, 775, 788, 805]
ad-divider: [334, 386, 464, 387]
ad-headline: GUINNESS'S STOUT, QUARTS AND PINTS. TENNENT'S ALE, QUARTS AND PINTS.: [641, 521, 787, 551]
ad-body: HAVE ON SALE, EX LATE ARRIVALS— 100 cases Blood's stout, quarts and pints. 100 casks Bass' ale, bottled by Porter. 50 do Cooper and Co.'s red cross stout. 50 do Tennent's ale, quarts and pints. 50 do Barclay and Perkins' stout, quarts and pints. 200 cases JDKZ geneva, 4 gals. 30 do do small. 200 cases Martell's pale brandy. 50 do Bisquit Dubouche and Co.'s dark brandy. 20 do do 1 star do. 10 do Lemon Hart whisky. 30 do Meyer's cordials. 30 do Bollinger's champagne, quarts and pints. 20 cases Ruinart's champagne. 20 do St. Julien claret. 20 do Pedlar's do. 20 qr.-casks Bisquit Dubouche and Co.'s pale brandy. 50 cases Champion's ginger wine. 50 do Water's quinine wine. 10 do Keiller's confectionery, assorted. 20 do do marmalade and jams. 10 do do assorted candied peel. 300 boxes Price's sperms, 1lb. packets. 5 cases Colman's mustard. 10 do do DSF do. 20 do do white and blue starch. 50 do sardines, halfs and quarters. 30 do Morton's lobsters, 1lb tins. 10 do do salmon. 20 do do half-pint capers. 20 do do bottled fruits. 20 do do red herrings. 20 do do assorted pickles. 10 do do black currant jelly. 30 cases Batty's Nabob sauce. 20 do Morton's table oil. 10 kegs tapioca. 10 cases Morton's salad oil, half-pints and pints. 20 do do castor oil do. 10 do Crosse and Blackwell's French mustard. 20 do do Oriental pickles. 10 do do West India do. 5 do do potted meats. 20 do do anchovy and bloater paste. 10 barrels currants. 5 cases J. M. Farina's eau de cologne. 4 do Piesse and Lubin's assorted perfumery. 20 do Rimmel's do. 20 do do assorted fancy soap. 20 bales full-size 10lb. woolpacks. 9 do do 8lb. do. 15 bales, white and gold china. 25 punchsons white clover seed. 12 pockets 1873 Kent hops. 15 do 1873 do. 50 do Bavarian hops. 5 cases 3-in. three-ply indiarubber hose. 1 do twin directors for same. 10 do Goodall's playing cards. 5 do Murray's double furrow ploughs. 10 do scraping and mowing machines. 10 do superior kid gloves. 20 do Pollie's patent kitchen ranges. 40 kegs flower of sulphur. 5 cases Bells and Lemon's varnish, assorted. 25 cases Bell and Black's (250's) vestas. 20 do do plaid do. 40 qr.-casks Sher's vinegar, Nos. 18 and 24. TO ARRIVE— 10 qr.-casks Bisquit Dubouche and Co.'s dark brandy. 10 do do pale do. 200 cases do do flasks, each 2 doz. 25 do do do half flasks, each 4 doz. 800 barrels White Bros.' Portland cement. 100 kegs black wire staples. 2 cases looking-glasses. 50 do toys and pipes, brushware, &c. 50 cases flower of sulphur. 10 kegs arsenic. 1 case electro-plated ware. 10 kegs Goodall's cards. 10 cases mareschino. 10 do curaçoa. 40 do aromatic schnapps. 50 do brandy, &c. 10 do Thompson's ginger wine.: [798, 444, 945, 824]
ad-body: Smiths' anvils. Smiths' bellows, Oakes's make. Smiths' portable forges. Horse-shoe nails. Gas chandeliers and brackets. Register stoves and kitchen ranges. Wire nails and floor brads. Millers' sails. Glue. Hessian and scrim. White lead, oils, varnish. Saddlery. Mail axles and cart springs. Briar-root pipes. Tin plates, soup and dinner. White and gold china breakfast sets. Paperhangings. Window glass. Boots, English and Colonial. GRASS SEED. W. WARING TAYLOR.: [640, 1009, 788, 1076]
ad-body: IMPORTERS OF BOOTS AND SHOES, Closed Uppers, Leather, Grindery, &c., LAMBTON QUAY.: [325, 231, 473, 246]
advertisement: [641, 567, 787, 596]
ad-headline: SPORTSMAN'S ARMS HOTEL WAIKANAE,: [329, 58, 469, 78]
ad-body: Golden-square, London, having references to the largest houses in this city, is prepared to Tune or Repair all Musical Instruments. All orders left at Berger's Music Warehouse punctually attended to.: [955, 735, 1103, 764]
section-heading: On Sale.: [1014, 46, 1044, 56]
advertisement: [11, 950, 157, 972]
ad-headline: SPECIAL NOTICE TO FLAX MANUFACTURERS.: [333, 692, 465, 712]
ad-divider: [649, 94, 779, 95]
ad-divider: [334, 929, 464, 930]
advertisement: [483, 443, 629, 518]
advertisement: [956, 451, 1103, 491]
ad-headline: THE SOUTH BRITISH FIRE AND MARINE INSURANCE COMPANY OF NEW ZEALAND.: [491, 350, 622, 390]
ad-divider: [19, 228, 149, 229]
ad-headline: WEDNESDAY, 5th MAY.: [27, 308, 141, 318]
column-1: [6, 41, 163, 1479]
ad-headline: AUSTRALIAN HARDWOOD, SHAFTS SPOKES, FELLOES, NAVES, &c.: [645, 476, 783, 506]
ad-headline: TOMBS AND HEADSTONES: [333, 285, 465, 295]
ad-body: ROBERTSON AND CO. (Late Charles Seager). Engineers, Boilermakers, Iron and Brass Founders, Ship and General Smiths. Manufacturers of every description of Steam Engines, Boilers, Machinery for Saw Mills, and all ironwork necessary for the construction of Contractors' Waggons, Railway or other Bridges, &c., &c. Estimates furnished. All orders will meet with prompt attention. ADDRESS—Old Custom-house-street, Wellington.: [325, 994, 473, 1060]
ad-headline: PALE AND BROWN SHERRY.: [645, 603, 783, 613]
ad-headline: NEW ZEALAND INSURANCE COMPANY.: [487, 58, 626, 78]
ad-body: The undersigned is a purchaser of WOOL, or will make advances on clips placed in his hands for sale in London. EDWARD PEARCE.: [640, 69, 788, 91]
advertisement: [11, 454, 157, 504]
ad-divider: [176, 465, 306, 466]
ad-divider: [649, 717, 779, 718]
advertisement: [641, 721, 787, 757]
ad-body: THE undersigned has just received a fresh supply of American and British Harbs Composition Powders, &c. WILLIAM FIFE, Chemist and Druggist.: [11, 949, 158, 972]
ad-divider: [491, 833, 621, 834]
ad-headline: WOOL.: [697, 58, 731, 68]
ad-headline: FRIDAY, 7th MAY.: [40, 231, 128, 241]
ad-divider: [176, 654, 306, 655]
ad-headline: ON SALE BY THE UNDERSIGNED.: [671, 988, 757, 1008]
ad-body: ON SALE, the undermentioned goods, at the lowest market prices— Canterbury oats, prime quality. Do flour, do do. Flour, all brands. Sharps, bran, and pollard. Rye-grass seed. Cheese, butter, &c., &c. Ships' stores, groceries, &c., always on hand. McINTYRE & CO., Custom House-quay.: [640, 890, 788, 935]
ad-headline: JUST LANDED,: [677, 325, 751, 335]
ad-divider: [806, 430, 936, 431]
ad-body: WHOLESALE AND RETAIL IRONMONGERS, Lambton Quay, Wellington. Importers of every description of Carpenters' Tools, Grates, Stoves, Fenders, Fire-irons, &c. A large stock of Plated Ware always on hand.: [325, 400, 473, 437]
ad-body: Perennial Rye-Grass Seed (old pasture), Cocksfoot, and White Clover Seed. J. DRANSFIELD.: [640, 639, 788, 654]
ad-headline: MR. PARKER, Professor of Music,: [966, 806, 1093, 826]
